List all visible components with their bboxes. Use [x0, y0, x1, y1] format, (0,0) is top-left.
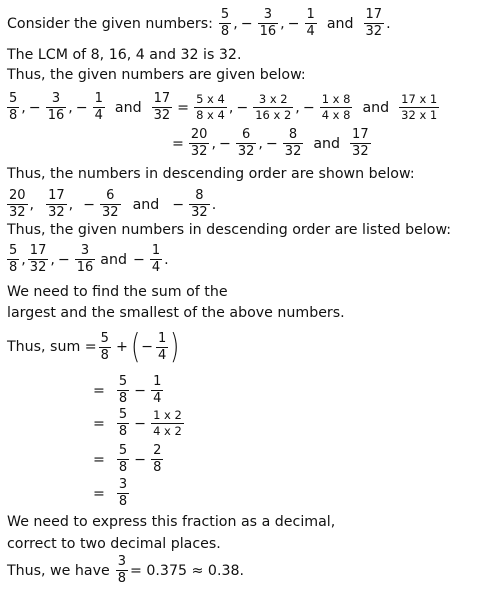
fraction: 17 32 — [48, 188, 65, 220]
line-descending-fractions: 20 32 , 17 32 , − $\frac{6}{32}$ and − $\frac{8}{32}$ . — [9, 188, 217, 220]
we-have-text: Thus, we have — [7, 562, 110, 579]
fraction: $\frac{5 x 4}{8 x 4}$ — [196, 92, 225, 122]
line-step-1: = $\frac{5}{8}$ − $\frac{1}{4}$ — [93, 374, 162, 406]
line-express-decimal: We need to express this fraction as a decimal, — [7, 514, 336, 530]
fraction: $\frac{17}{32}$ — [153, 91, 171, 123]
line-largest-smallest: largest and the smallest of the above numbers. — [7, 305, 345, 321]
fraction: $\frac{1 x 2}{4 x 2}$ — [153, 408, 182, 438]
line-conversion: 5 8 , − $\frac{3}{16}$ , − $\frac{1}{4}$ and $\frac{17}{32}$ = $\frac{5 x 4}{8 x 4}$ , − $\frac{3 x 2}{16 x 2}$ , − $\frac{1 x 8}{4 x 8}$ and 17 x 1 32 x 1 — [9, 91, 438, 123]
and-text: and — [362, 99, 390, 116]
fraction: $\frac{8}{32}$ — [284, 127, 302, 159]
fraction: $\frac{1}{4}$ — [94, 91, 103, 123]
and-text: and — [100, 251, 127, 268]
fraction: $\frac{5}{8}$ — [118, 443, 128, 475]
fraction: $\frac{1}{4}$ — [151, 243, 161, 275]
fraction: 17 x 1 32 x 1 — [401, 92, 438, 122]
fraction: $\frac{6}{32}$ — [237, 127, 255, 159]
fraction: 20 32 — [9, 188, 26, 220]
and-text: and — [326, 15, 354, 32]
fraction: $\frac{3}{16}$ — [259, 7, 277, 39]
fraction: $\frac{3 x 2}{16 x 2}$ — [255, 92, 292, 122]
fraction: $\frac{3}{16}$ — [76, 243, 94, 275]
line-sum: Thus, sum = $\frac{5}{8}$ + ( − $\frac{1}{4}$ ) — [7, 327, 180, 367]
fraction: $\frac{2}{8}$ — [153, 443, 162, 475]
consider-text: Consider the given numbers: — [7, 15, 213, 32]
fraction: 5 8 — [220, 7, 230, 39]
and-text: and — [313, 135, 341, 152]
line-given-below: Thus, the given numbers are given below: — [7, 67, 306, 83]
fraction: 17 32 — [29, 243, 47, 275]
fraction: $\frac{3}{16}$ — [47, 91, 65, 123]
line-equivalent-fractions: = $\frac{20}{32}$ , − $\frac{6}{32}$ , − $\frac{8}{32}$ and 17 32 — [172, 127, 369, 159]
sum-text: Thus, sum = — [7, 339, 97, 355]
fraction: $\frac{5}{8}$ — [118, 374, 128, 406]
fraction: $\frac{1}{4}$ — [153, 374, 162, 406]
fraction: $\frac{1}{4}$ — [158, 330, 167, 363]
fraction: $\frac{3}{8}$ — [118, 477, 128, 509]
fraction: $\frac{3}{8}$ — [117, 554, 126, 586]
line-step-2: = $\frac{5}{8}$ − $\frac{1 x 2}{4 x 2}$ — [93, 407, 182, 439]
and-text: and — [132, 196, 160, 213]
fraction: $\frac{8}{32}$ — [191, 188, 208, 220]
fraction: 17 32 — [352, 127, 369, 159]
line-consider-numbers: Consider the given numbers: 5 8 , − $\frac{3}{16}$ , − $\frac{1}{4}$ and 17 32 . — [7, 7, 391, 39]
fraction: $\frac{1}{4}$ — [306, 7, 315, 39]
line-step-3: = $\frac{5}{8}$ − $\frac{2}{8}$ — [93, 443, 162, 475]
line-lcm: The LCM of 8, 16, 4 and 32 is 32. — [7, 47, 242, 63]
fraction: $\frac{5}{8}$ — [100, 330, 109, 363]
line-decimal-places: correct to two decimal places. — [7, 536, 221, 552]
result-text: = 0.375 ≈ 0.38. — [130, 562, 245, 579]
line-need-sum: We need to find the sum of the — [7, 284, 228, 300]
fraction: 17 32 — [365, 7, 383, 39]
line-ordered-fractions: 5 8 , 17 32 , − $\frac{3}{16}$ and − $\frac{1}{4}$ . — [9, 243, 169, 275]
line-descending-listed: Thus, the given numbers in descending order are listed below: — [7, 222, 452, 238]
line-step-4: = $\frac{3}{8}$ — [93, 477, 128, 509]
fraction: $\frac{1 x 8}{4 x 8}$ — [321, 92, 351, 122]
and-text: and — [114, 99, 142, 116]
fraction: $\frac{6}{32}$ — [102, 188, 119, 220]
fraction: 5 8 — [9, 243, 18, 275]
fraction: 5 8 — [9, 91, 18, 123]
fraction: $\frac{20}{32}$ — [190, 127, 208, 159]
fraction: $\frac{5}{8}$ — [118, 407, 128, 439]
line-result — [7, 555, 244, 586]
line-descending-shown: Thus, the numbers in descending order are shown below: — [7, 166, 415, 182]
